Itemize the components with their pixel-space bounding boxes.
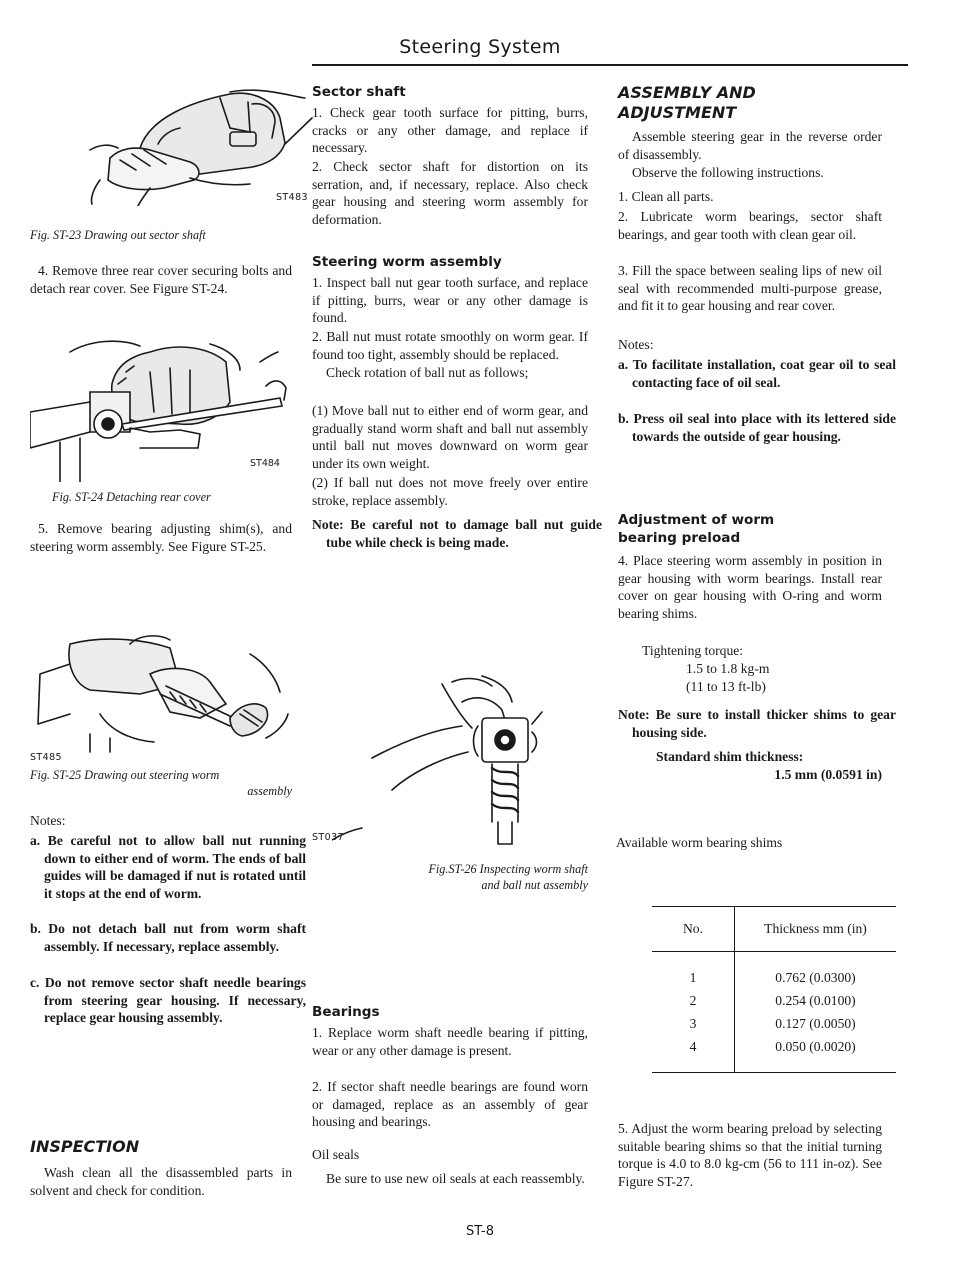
figure-st26-caption-line1: Fig.ST-26 Inspecting worm shaft [428, 862, 588, 876]
assembly-item-3: 3. Fill the space between sealing lips of new oil seal with recommended multi-purpose grease, and fit it to gear housing and rear cover. [618, 263, 882, 314]
figure-st25-illustration [30, 634, 292, 754]
assembly-item-1: 1. Clean all parts. [618, 189, 714, 204]
page-header: Steering System [399, 36, 561, 58]
figure-st23-illustration [80, 88, 320, 206]
worm-sub-1: (1) Move ball nut to either end of worm gear, and gradually stand worm shaft and ball nut assembly until ball nut moves downward on worm gear under its own weight. [312, 403, 588, 471]
standard-shim-value: 1.5 mm (0.0591 in) [774, 767, 882, 782]
inspection-text: Wash clean all the disassembled parts in solvent and check for condition. [30, 1165, 292, 1198]
oil-seals-text: Be sure to use new oil seals at each reassembly. [326, 1171, 585, 1186]
step-4-text: 4. Remove three rear cover securing bolts and detach rear cover. See Figure ST-24. [30, 263, 292, 296]
worm-check-text: Check rotation of ball nut as follows; [326, 365, 529, 380]
assembly-observe: Observe the following instructions. [632, 165, 824, 180]
sector-shaft-heading: Sector shaft [312, 84, 406, 100]
figure-st24-illustration [30, 332, 292, 482]
table-cell-no: 2 [652, 989, 735, 1012]
worm-note: Note: Be careful not to damage ball nut guide tube while check is being made. [312, 517, 602, 550]
table-row [652, 989, 896, 1012]
steering-worm-heading: Steering worm assembly [312, 254, 502, 270]
preload-heading-line1: Adjustment of worm [618, 512, 775, 528]
standard-shim-label: Standard shim thickness: [656, 749, 804, 764]
note-a: a. Be careful not to allow ball nut running down to either end of worm. The ends of ball guides will be damaged if nut is rotated until it stops at the end of worm. [30, 833, 306, 901]
assembly-note-b: b. Press oil seal into place with its lettered side towards the outside of gear housing. [618, 411, 896, 444]
assembly-heading-line1: ASSEMBLY AND [618, 83, 756, 102]
bearings-item-2: 2. If sector shaft needle bearings are found worn or damaged, replace as an assembly of gear housing and bearings. [312, 1079, 588, 1130]
note-b: b. Do not detach ball nut from worm shaft assembly. If necessary, replace assembly. [30, 921, 306, 954]
bearings-item-1: 1. Replace worm shaft needle bearing if pitting, wear or any other damage is present. [312, 1025, 588, 1058]
figure-st24-caption: Fig. ST-24 Detaching rear cover [52, 490, 211, 504]
step-5-text: 5. Remove bearing adjusting shim(s), and steering worm assembly. See Figure ST-25. [30, 521, 292, 554]
figure-st23-code: ST483 [276, 192, 308, 203]
table-cell-thickness: 0.254 (0.0100) [775, 992, 856, 1008]
torque-value-imperial: (11 to 13 ft-lb) [686, 679, 766, 694]
table-cell-no: 1 [652, 952, 735, 990]
table-header-thickness: Thickness mm (in) [735, 907, 897, 952]
header-rule [312, 64, 908, 66]
worm-item-2: 2. Ball nut must rotate smoothly on worm gear. If found too tight, assembly should be replaced. [312, 329, 588, 362]
worm-bearing-shims-table [652, 906, 896, 1073]
table-header-row [652, 907, 896, 952]
table-cell-no: 3 [652, 1012, 735, 1035]
preload-step-5: 5. Adjust the worm bearing preload by selecting suitable bearing shims so that the initial turning torque is 4.0 to 8.0 kg-cm (56 to 111 in-oz). See Figure ST-27. [618, 1121, 882, 1189]
oil-seals-heading: Oil seals [312, 1147, 360, 1162]
table-cell-thickness: 0.127 (0.0050) [775, 1015, 856, 1031]
page-number: ST-8 [466, 1224, 494, 1239]
table-cell-thickness: 0.762 (0.0300) [775, 969, 856, 985]
assembly-item-2: 2. Lubricate worm bearings, sector shaft bearings, and gear tooth with clean gear oil. [618, 209, 882, 242]
table-row [652, 1035, 896, 1073]
assembly-heading-line2: ADJUSTMENT [618, 103, 737, 122]
notes-title: Notes: [30, 813, 66, 828]
note-c: c. Do not remove sector shaft needle bearings from steering gear housing. If necessary, replace gear housing assembly. [30, 975, 306, 1026]
figure-st26-illustration [332, 672, 588, 848]
table-row [652, 1012, 896, 1035]
bearings-heading: Bearings [312, 1004, 380, 1020]
preload-step-4: 4. Place steering worm assembly in position in gear housing with worm bearings. Install rear cover on gear housing with O-ring and worm bearing shims. [618, 553, 882, 621]
assembly-notes-title: Notes: [618, 337, 654, 352]
figure-st25-caption-line2: assembly [247, 784, 292, 798]
inspection-heading: INSPECTION [30, 1137, 140, 1156]
sector-item-1: 1. Check gear tooth surface for pitting, burrs, cracks or any other damage, and replace if necessary. [312, 105, 588, 156]
figure-st26-caption-line2: and ball nut assembly [481, 878, 588, 892]
preload-heading-line2: bearing preload [618, 530, 741, 546]
figure-st23-caption: Fig. ST-23 Drawing out sector shaft [30, 228, 206, 242]
figure-st25-caption-line1: Fig. ST-25 Drawing out steering worm [30, 768, 220, 782]
table-cell-no: 4 [652, 1035, 735, 1073]
assembly-intro: Assemble steering gear in the reverse order of disassembly. [618, 129, 882, 162]
sector-item-2: 2. Check sector shaft for distortion on its serration, and, if necessary, replace. Also check gear housing and steering worm assembly for deformation. [312, 159, 588, 227]
torque-label: Tightening torque: [642, 643, 744, 658]
table-cell-thickness: 0.050 (0.0020) [735, 1035, 897, 1073]
torque-value-metric: 1.5 to 1.8 kg-m [686, 661, 770, 676]
figure-st25-code: ST485 [30, 752, 62, 763]
shim-table-title: Available worm bearing shims [616, 835, 783, 850]
figure-st24-code: ST484 [250, 458, 280, 469]
figure-st26-code: ST037 [312, 832, 344, 843]
worm-sub-2: (2) If ball nut does not move freely over entire stroke, replace assembly. [312, 475, 588, 508]
worm-item-1: 1. Inspect ball nut gear tooth surface, and replace if pitting, burrs, wear or any other damage is found. [312, 275, 588, 326]
assembly-note-a: a. To facilitate installation, coat gear oil to seal contacting face of oil seal. [618, 357, 896, 390]
table-row [652, 952, 896, 990]
shim-note: Note: Be sure to install thicker shims to gear housing side. [618, 707, 896, 740]
table-header-no: No. [652, 907, 735, 952]
